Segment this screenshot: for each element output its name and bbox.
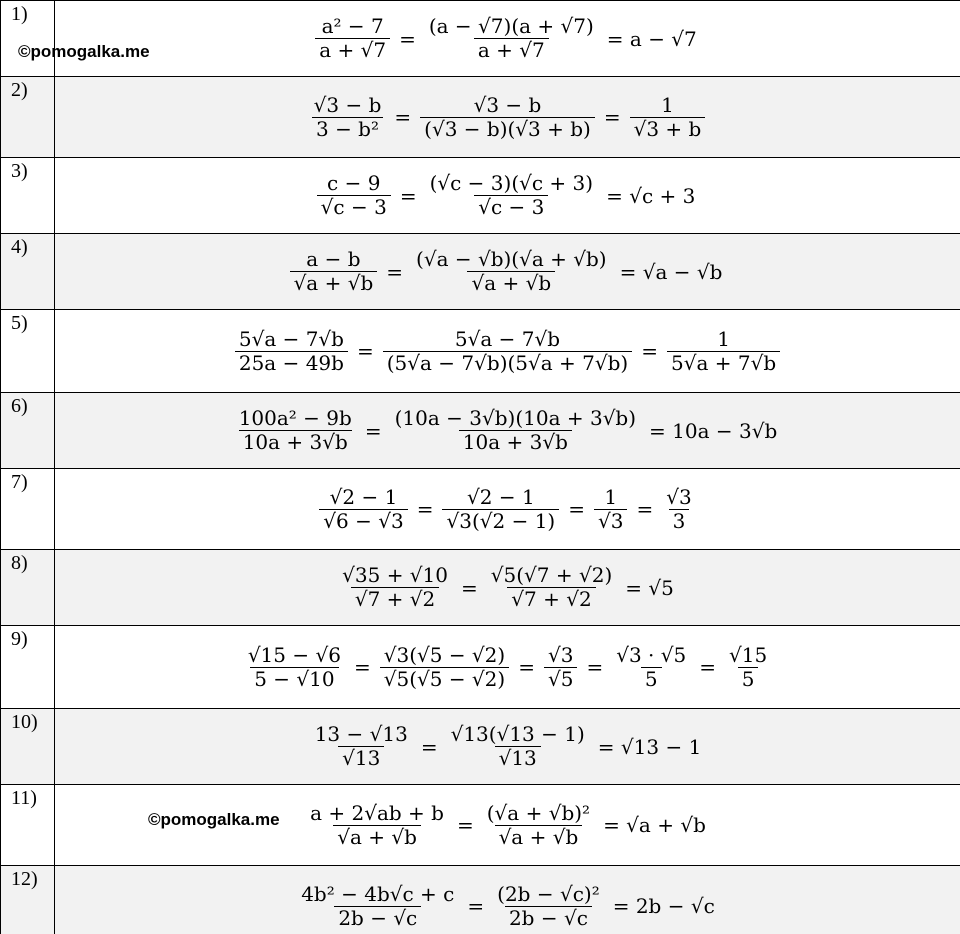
fraction-denominator: √c − 3: [317, 195, 391, 219]
row-number: 9): [11, 628, 28, 650]
fraction-denominator: a + √7: [315, 38, 390, 62]
fraction-numerator: (10a − 3√b)(10a + 3√b): [394, 406, 637, 430]
fraction: [426, 172, 598, 219]
math-expression: [55, 550, 960, 625]
fraction-numerator: √5(√7 + √2): [490, 563, 613, 587]
expression-cell: [55, 709, 960, 785]
math-expression: [55, 709, 960, 784]
fraction-numerator: (√a − √b)(√a + √b): [416, 247, 607, 271]
equation-term: = 2b − √c: [612, 894, 715, 918]
fraction: [383, 328, 632, 375]
equation-term: =: [353, 655, 371, 679]
math-expression: [55, 866, 960, 934]
expression-cell: [55, 393, 960, 469]
table-row: [1, 785, 960, 866]
row-number: 1): [11, 3, 28, 25]
fraction-numerator: √3: [547, 642, 574, 667]
fraction: [442, 486, 559, 533]
equation-term: =: [568, 497, 585, 521]
fraction-numerator: (2b − √c)²: [497, 881, 600, 906]
fraction-denominator: 10a + 3√b: [239, 430, 352, 454]
fraction-numerator: 1: [604, 484, 618, 509]
fraction-numerator: √35 + √10: [342, 563, 448, 587]
expression-cell: [55, 866, 960, 934]
fraction: [612, 644, 690, 691]
fraction-numerator: 1: [661, 92, 674, 117]
row-number: 10): [11, 711, 38, 733]
fraction-numerator: √3 − b: [473, 92, 542, 117]
fraction: [630, 94, 706, 141]
equation-term: = √5: [625, 575, 674, 600]
fraction-denominator: √a + √b: [333, 825, 421, 849]
fraction-denominator: 2b − √c: [334, 906, 421, 930]
watermark-top: ©pomogalka.me: [18, 42, 150, 61]
row-number: 3): [11, 160, 28, 182]
fraction: [412, 248, 611, 295]
fraction: [544, 644, 577, 691]
table-row: [1, 709, 960, 785]
expression-cell: [55, 158, 960, 234]
table-row: [1, 626, 960, 709]
equation-term: =: [356, 339, 374, 363]
equation-term: =: [364, 418, 382, 443]
equation-term: =: [399, 183, 417, 208]
expression-cell: [55, 77, 960, 158]
row-number: 2): [11, 79, 28, 101]
fraction: [317, 172, 391, 219]
math-expression: [55, 234, 960, 309]
fraction-denominator: a + √7: [474, 38, 549, 62]
fraction-denominator: 5√a + 7√b: [667, 351, 780, 375]
fraction-denominator: √3: [594, 509, 627, 533]
fraction-numerator: √13(√13 − 1): [450, 722, 585, 746]
fraction-denominator: √a + √b: [290, 271, 378, 295]
equation-term: =: [386, 259, 404, 284]
equation-term: =: [394, 105, 412, 129]
equation-term: =: [641, 339, 658, 363]
fraction: [483, 802, 594, 849]
fraction-numerator: √3: [666, 484, 692, 509]
row-number-cell: [1, 393, 55, 469]
table-row: [1, 158, 960, 234]
fraction-denominator: 5: [641, 667, 662, 691]
table-row: [1, 866, 960, 934]
fraction-numerator: √15 − √6: [247, 642, 341, 667]
fraction-denominator: √c − 3: [474, 195, 548, 219]
table-row: [1, 469, 960, 550]
equation-term: = √a − √b: [619, 259, 723, 284]
equation-term: =: [461, 575, 478, 600]
fraction: [594, 486, 627, 533]
equation-term: = √a + √b: [603, 813, 706, 837]
table-row: [1, 234, 960, 310]
row-number: 8): [11, 552, 28, 574]
row-number-cell: [1, 469, 55, 550]
fraction-numerator: (√a + √b)²: [486, 800, 591, 825]
fraction-numerator: √15: [728, 642, 768, 667]
equation-term: =: [399, 26, 416, 51]
fraction-numerator: √3(√5 − √2): [383, 642, 506, 667]
fraction-numerator: 5√a − 7√b: [454, 326, 561, 351]
fraction: [297, 883, 458, 930]
fraction-numerator: √3 · √5: [616, 642, 687, 667]
fraction-denominator: √5(√5 − √2): [380, 667, 509, 691]
equation-term: =: [699, 655, 716, 679]
fraction-denominator: √7 + √2: [351, 587, 439, 611]
row-number: 11): [11, 787, 37, 809]
equation-term: =: [467, 894, 485, 918]
fraction-denominator: √3 + b: [630, 117, 706, 141]
fraction: [311, 723, 412, 770]
fraction-numerator: 5√a − 7√b: [238, 326, 344, 351]
fraction: [391, 407, 640, 454]
row-number-cell: [1, 866, 55, 934]
math-expression: [55, 469, 960, 549]
fraction: [493, 883, 604, 930]
table-row: [1, 550, 960, 626]
equation-term: =: [416, 497, 434, 521]
expression-cell: [55, 310, 960, 393]
equation-term: = √c + 3: [606, 183, 696, 208]
math-expression: [55, 626, 960, 708]
fraction-denominator: 5 − √10: [250, 667, 338, 691]
fraction-numerator: c − 9: [327, 171, 381, 195]
fraction-denominator: √a + √b: [495, 825, 583, 849]
row-number-cell: [1, 626, 55, 709]
fraction-denominator: √a + √b: [467, 271, 555, 295]
fraction-numerator: (√c − 3)(√c + 3): [429, 171, 594, 195]
equation-term: = √13 − 1: [597, 734, 702, 759]
fraction-denominator: 5: [738, 667, 759, 691]
fraction: [315, 15, 390, 62]
fraction: [487, 564, 616, 611]
equation-term: =: [420, 734, 438, 759]
fraction-numerator: 4b² − 4b√c + c: [301, 881, 455, 906]
row-number: 12): [11, 868, 38, 890]
row-number-cell: [1, 1, 55, 77]
row-number: 6): [11, 395, 28, 417]
fraction-denominator: √3(√2 − 1): [442, 509, 559, 533]
fraction: [380, 644, 509, 691]
fraction-denominator: √7 + √2: [507, 587, 595, 611]
equation-term: =: [456, 813, 474, 837]
fraction-denominator: 3 − b²: [312, 117, 383, 141]
fraction-denominator: √5: [544, 667, 577, 691]
fraction: [235, 328, 348, 375]
equation-term: =: [586, 655, 604, 679]
row-number-cell: [1, 234, 55, 310]
fraction: [662, 486, 695, 533]
equation-term: = 10a − 3√b: [649, 418, 778, 443]
fraction: [447, 723, 589, 770]
fraction: [310, 94, 386, 141]
fraction-numerator: 1: [717, 326, 730, 351]
fraction-denominator: √6 − √3: [319, 509, 407, 533]
expression-cell: [55, 469, 960, 550]
fraction-numerator: a − b: [306, 247, 361, 271]
math-expression: [55, 158, 960, 233]
table-row: [1, 1, 960, 77]
fraction-denominator: √13: [338, 746, 384, 770]
row-number: 4): [11, 236, 28, 258]
fraction: [306, 802, 448, 849]
row-number-cell: [1, 310, 55, 393]
fraction: [667, 328, 780, 375]
fraction-denominator: (√3 − b)(√3 + b): [420, 117, 595, 141]
fraction-denominator: 3: [669, 509, 690, 533]
row-number: 5): [11, 312, 28, 334]
math-expression: [55, 310, 960, 392]
equation-term: =: [518, 655, 535, 679]
expression-cell: [55, 626, 960, 709]
math-expression: [55, 77, 960, 157]
fraction: [420, 94, 595, 141]
fraction: [425, 15, 598, 62]
row-number-cell: [1, 550, 55, 626]
fraction: [319, 486, 407, 533]
expression-cell: [55, 234, 960, 310]
expression-cell: [55, 550, 960, 626]
fraction-numerator: a + 2√ab + b: [310, 800, 444, 825]
table-row: [1, 77, 960, 158]
fraction-numerator: a² − 7: [321, 14, 384, 38]
row-number: 7): [11, 471, 28, 493]
equation-term: =: [636, 497, 654, 521]
expression-cell: [55, 1, 960, 77]
table-row: [1, 310, 960, 393]
fraction-denominator: 25a − 49b: [235, 351, 348, 375]
fraction-numerator: 13 − √13: [314, 722, 408, 746]
fraction-numerator: (a − √7)(a + √7): [428, 14, 594, 38]
row-number-cell: [1, 709, 55, 785]
fraction: [235, 407, 356, 454]
fraction: [290, 248, 378, 295]
fraction-numerator: √2 − 1: [467, 484, 535, 509]
math-expression: [55, 393, 960, 468]
row-number-cell: [1, 158, 55, 234]
fraction-denominator: 10a + 3√b: [459, 430, 572, 454]
math-expression: [55, 1, 960, 76]
fraction-denominator: (5√a − 7√b)(5√a + 7√b): [383, 351, 632, 375]
row-number-cell: [1, 77, 55, 158]
fraction-denominator: √13: [495, 746, 541, 770]
fraction-numerator: 100a² − 9b: [238, 406, 352, 430]
table-row: [1, 393, 960, 469]
fraction: [338, 564, 452, 611]
fraction-numerator: √3 − b: [313, 92, 382, 117]
equation-term: = a − √7: [606, 26, 697, 51]
fraction: [244, 644, 345, 691]
row-number-cell: [1, 785, 55, 866]
fraction-numerator: √2 − 1: [329, 484, 398, 509]
fraction: [725, 644, 771, 691]
equation-term: =: [603, 105, 621, 129]
watermark-bottom: ©pomogalka.me: [148, 810, 280, 829]
fraction-denominator: 2b − √c: [505, 906, 592, 930]
